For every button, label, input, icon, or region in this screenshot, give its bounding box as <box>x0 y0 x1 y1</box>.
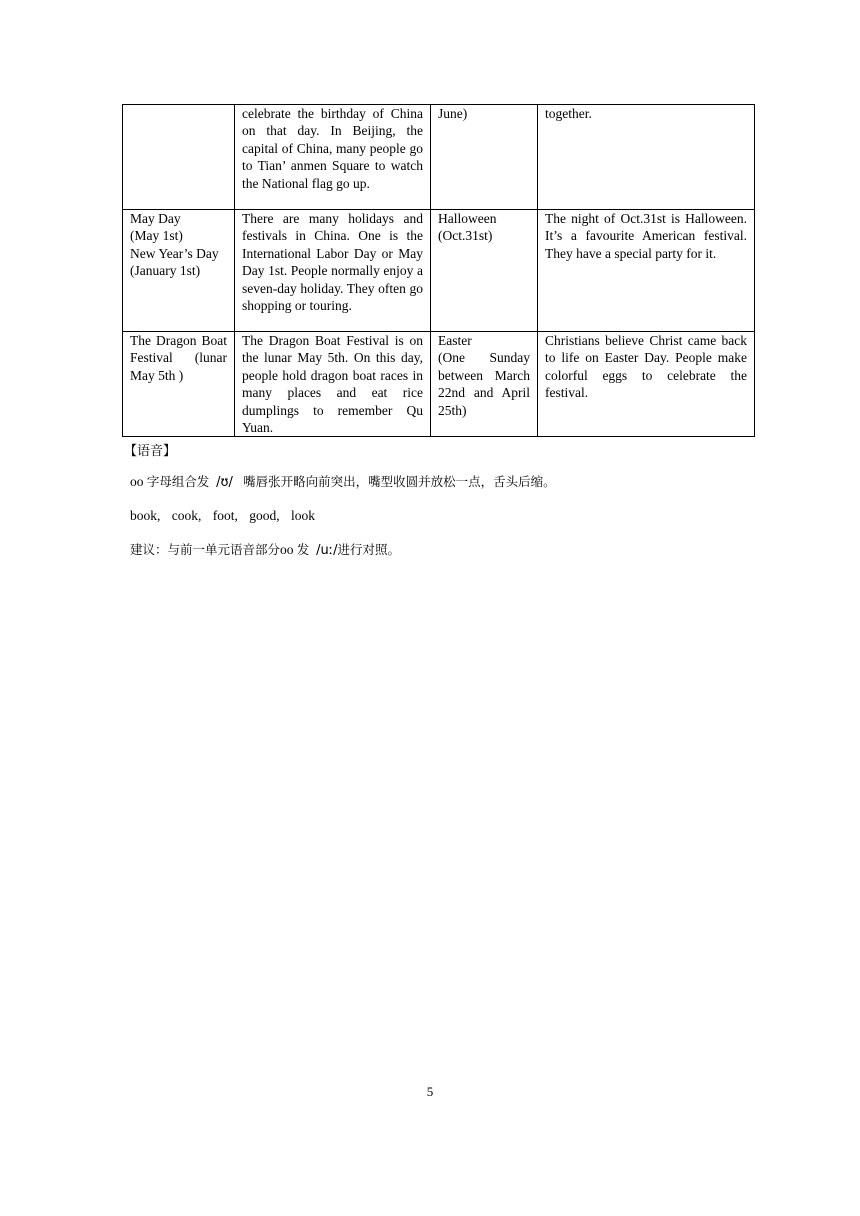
table-cell <box>235 105 431 210</box>
cell-text: (Oct.31st) <box>438 228 493 244</box>
table-cell <box>123 210 235 332</box>
festival-table <box>122 104 755 437</box>
phonics-rule <box>130 472 556 490</box>
cell-text: (One Sunday between March 22nd and April 25th) <box>438 350 530 418</box>
cell-text: The Dragon Boat Festival is on the lunar May 5th. On this day, people hold dragon boat races in many places and eat rice dumplings to remember Qu Yuan. <box>242 333 423 436</box>
table-cell <box>123 105 235 210</box>
rule-text-1: 字母组合发 <box>146 474 210 489</box>
table-row <box>123 332 755 437</box>
rule-letters: oo <box>130 474 144 489</box>
phonics-examples: book, cook, foot, good, look <box>130 508 315 523</box>
phonics-tip <box>130 540 400 558</box>
cell-text: There are many holidays and festivals in China. One is the International Labor Day or May Day 1st. People normally enjoy a seven-day holiday. They often go shopping or touring. <box>242 211 423 314</box>
cell-text: (May 1st) <box>130 228 183 244</box>
table-cell <box>538 210 755 332</box>
table-cell <box>538 105 755 210</box>
page-number: 5 <box>426 1084 434 1099</box>
cell-text: Halloween <box>438 211 497 226</box>
cell-text: May Day <box>130 211 181 226</box>
tip-text-1: 建议：与前一单元语音部分 <box>130 542 281 557</box>
section-heading-phonics: 【语音】 <box>124 444 177 459</box>
table-cell <box>235 332 431 437</box>
tip-text-3: 进行对照。 <box>337 542 401 557</box>
festival-table-body <box>123 105 755 437</box>
cell-text: New Year’s Day <box>130 245 219 261</box>
tip-text-2: 发 <box>296 542 310 557</box>
tip-letters: oo <box>280 542 294 557</box>
cell-text: together. <box>545 106 592 121</box>
cell-text: (January 1st) <box>130 263 201 279</box>
table-cell <box>431 105 538 210</box>
cell-text: The night of Oct.31st is Halloween. It’s a favourite American festival. They have a special party for it. <box>545 211 747 261</box>
table-row <box>123 210 755 332</box>
table-cell <box>538 332 755 437</box>
table-row <box>123 105 755 210</box>
cell-text: Christians believe Christ came back to life on Easter Day. People make colorful eggs to celebrate the festival. <box>545 333 747 401</box>
table-cell <box>123 332 235 437</box>
rule-ipa: /ʊ/ <box>216 475 233 490</box>
rule-text-2: 嘴唇张开略向前突出，嘴型收圆并放松一点，舌头后缩。 <box>243 474 556 489</box>
table-cell <box>235 210 431 332</box>
tip-ipa: /uː/ <box>316 543 338 558</box>
table-cell <box>431 210 538 332</box>
cell-text: Easter <box>438 333 472 348</box>
table-cell <box>431 332 538 437</box>
cell-text: The Dragon Boat Festival (lunar May 5th ) <box>130 333 227 383</box>
cell-text: June) <box>438 106 468 121</box>
cell-text: celebrate the birthday of China on that day. In Beijing, the capital of China, many people go to Tian’ anmen Square to watch the National flag go up. <box>242 106 423 191</box>
